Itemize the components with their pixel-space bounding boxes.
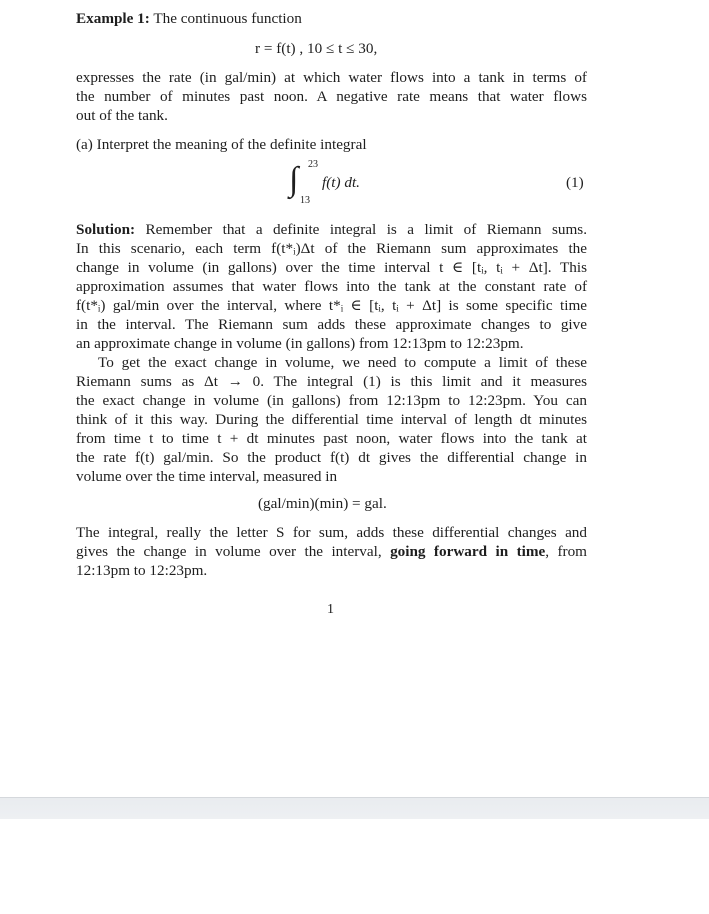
solution-line-first	[76, 220, 587, 239]
page-number: 1	[327, 602, 334, 617]
paragraph-1-line: the number of minutes past noon. A negative rate means that water flows	[76, 88, 587, 105]
paragraph-3-line-2	[76, 542, 587, 561]
paragraph-2-line: the exact change in volume (in gallons) from 12:13pm to 12:23pm. You can	[76, 392, 587, 409]
paragraph-3-line: gives the change in volume over the interval,	[76, 543, 382, 560]
paragraph-2-line: think of it this way. During the differential time interval of length dt minutes	[76, 411, 587, 428]
viewer-background	[0, 819, 709, 914]
solution-label: Solution:	[76, 221, 136, 238]
paragraph-1-line: out of the tank.	[76, 107, 168, 124]
example-label: Example 1:	[76, 10, 150, 27]
rate-formula: r = f(t) , 10 ≤ t ≤ 30,	[255, 40, 378, 57]
paragraph-2-line: Riemann sums as Δt → 0. The integral (1) is this limit and it measures	[76, 373, 587, 390]
paragraph-3-line: The integral, really the letter S for sum, adds these differential changes and	[76, 524, 587, 541]
units-formula: (gal/min)(min) = gal.	[258, 495, 387, 512]
solution-line: f(t*ᵢ) gal/min over the interval, where t*ᵢ ∈ [tᵢ, tᵢ + Δt] is some specific time	[76, 297, 587, 314]
paragraph-2	[76, 353, 587, 486]
bold-phrase: going forward in time	[390, 543, 546, 560]
integrand: f(t) dt.	[322, 174, 360, 191]
integral-lower-limit: 13	[300, 195, 310, 206]
paragraph-2-line: volume over the time interval, measured in	[76, 468, 338, 485]
paragraph-2-line: from time t to time t + dt minutes past noon, water flows into the tank at	[76, 430, 587, 447]
solution-line: Remember that a definite integral is a limit of Riemann sums.	[145, 221, 587, 238]
solution-line: approximation assumes that water flows into the tank at the constant rate of	[76, 278, 587, 295]
solution-paragraph	[76, 220, 587, 353]
paragraph-2-line: To get the exact change in volume, we need to compute a limit of these	[98, 354, 587, 371]
solution-line: In this scenario, each term f(t*ᵢ)Δt of the Riemann sum approximates the	[76, 240, 587, 257]
example-intro: The continuous function	[153, 10, 302, 27]
paragraph-3-line: 12:13pm to 12:23pm.	[76, 562, 208, 579]
part-a-prompt: (a) Interpret the meaning of the definite integral	[76, 136, 367, 153]
paragraph-1	[76, 68, 587, 125]
page-separator	[0, 797, 709, 820]
integral-upper-limit: 23	[308, 159, 318, 170]
solution-line: change in volume (in gallons) over the time interval t ∈ [tᵢ, tᵢ + Δt]. This	[76, 259, 587, 276]
paragraph-1-line: expresses the rate (in gal/min) at which water flows into a tank in terms of	[76, 69, 587, 86]
example-heading	[76, 9, 587, 28]
solution-line: an approximate change in volume (in gallons) from 12:13pm to 12:23pm.	[76, 335, 524, 352]
equation-number: (1)	[566, 174, 584, 191]
paragraph-2-line: the rate f(t) gal/min. So the product f(t) dt gives the differential change in	[76, 449, 587, 466]
solution-line: in the interval. The Riemann sum adds these approximate changes to give	[76, 316, 587, 333]
paragraph-3	[76, 523, 587, 580]
integral-sign: ∫	[289, 161, 299, 198]
after-bold: , from	[545, 543, 587, 560]
